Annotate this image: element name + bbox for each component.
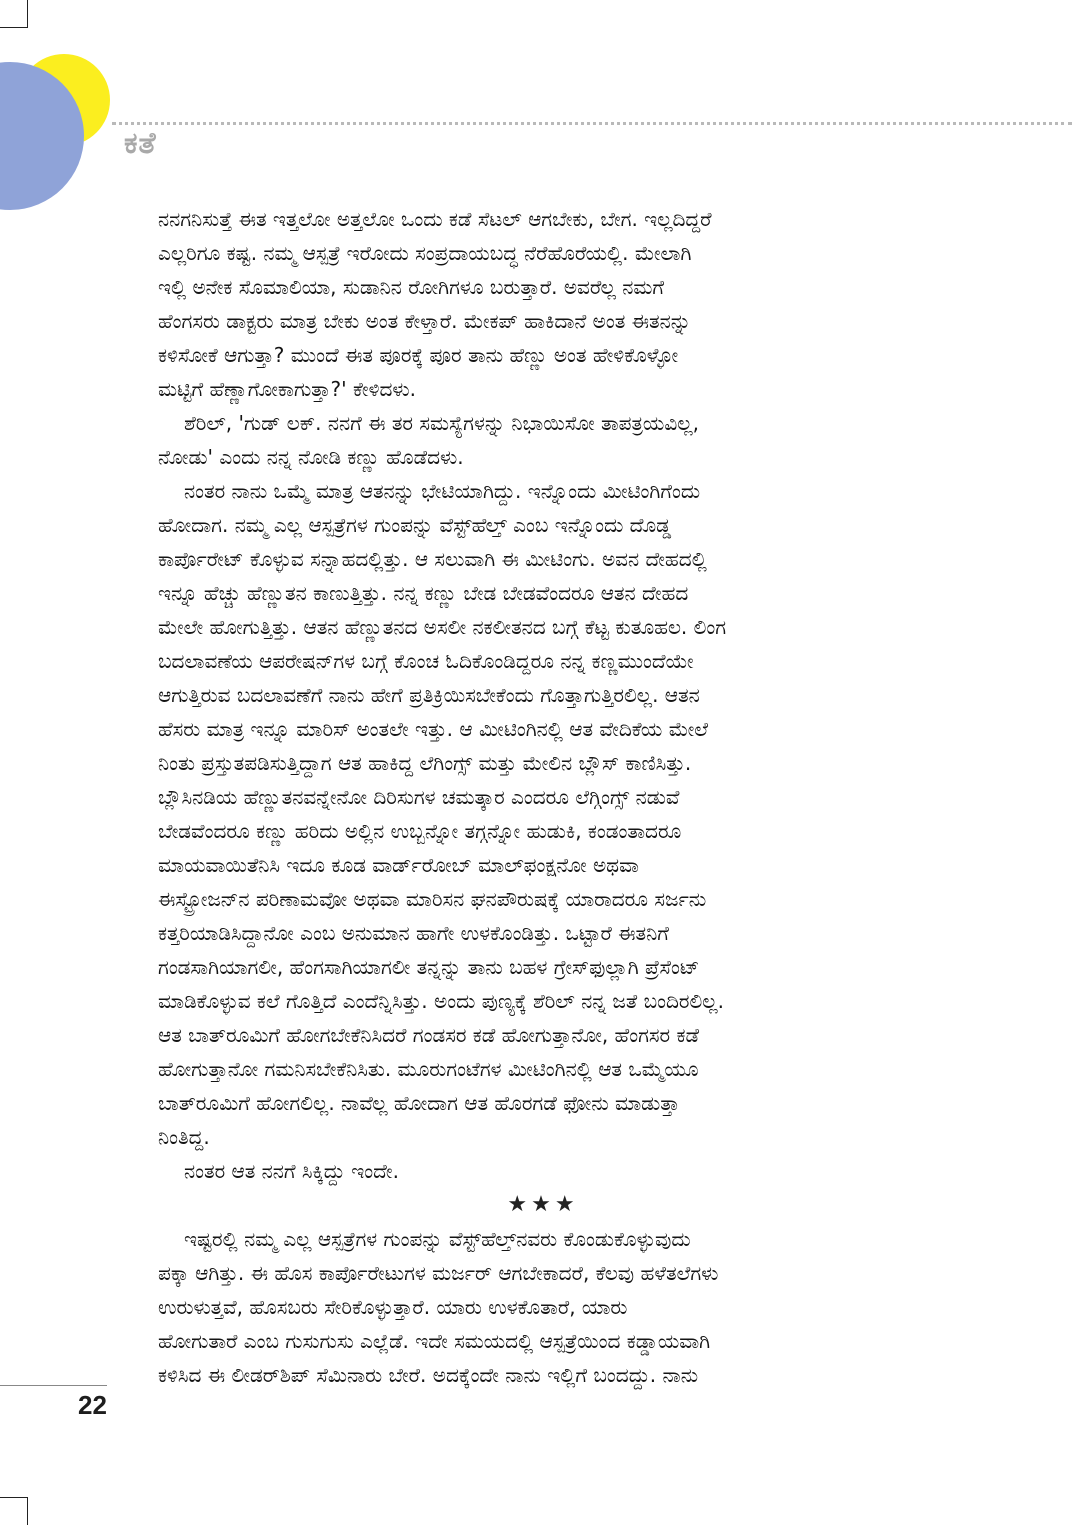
crop-mark-bottom-horizontal [0, 1497, 27, 1498]
page-number: 22 [78, 1390, 107, 1420]
text-line: ಕಳಿಸೋಕೆ ಆಗುತ್ತಾ? ಮುಂದೆ ಈತ ಪೂರಕ್ಕೆ ಪೂರ ತಾನು ಹೆಣ್ಣು ಅಂತ ಹೇಳಿಕೊಳ್ಳೋ [158, 343, 679, 367]
text-line: ಗಂಡಸಾಗಿಯಾಗಲೀ, ಹೆಂಗಸಾಗಿಯಾಗಲೀ ತನ್ನನ್ನು ತಾನು ಬಹಳ ಗ್ರೇಸ್‌ಫುಲ್ಲಾಗಿ ಪ್ರೆಸೆಂಟ್ [158, 955, 700, 979]
text-line: ನಿಂತಿದ್ದ. [158, 1125, 210, 1149]
text-line: ಕಳಿಸಿದ ಈ ಲೀಡರ್‌ಶಿಪ್ ಸೆಮಿನಾರು ಬೇರೆ. ಅದಕ್ಕೆಂದೇ ನಾನು ಇಲ್ಲಿಗೆ ಬಂದದ್ದು. ನಾನು [158, 1363, 699, 1387]
footer-rule [0, 1385, 107, 1386]
text-line: ಬಾತ್‌ರೂಮಿಗೆ ಹೋಗಲಿಲ್ಲ. ನಾವೆಲ್ಲ ಹೋದಾಗ ಆತ ಹೊರಗಡೆ ಫೋನು ಮಾಡುತ್ತಾ [158, 1091, 680, 1115]
text-line: ಇನ್ನೂ ಹೆಚ್ಚು ಹೆಣ್ಣುತನ ಕಾಣುತ್ತಿತ್ತು. ನನ್ನ ಕಣ್ಣು ಬೇಡ ಬೇಡವೆಂದರೂ ಆತನ ದೇಹದ [158, 581, 689, 605]
text-line: ಮಟ್ಟಿಗೆ ಹೆಣ್ಣಾಗೋಕಾಗುತ್ತಾ?' ಕೇಳಿದಳು. [158, 377, 416, 401]
text-line: ಮಾಯವಾಯಿತೆನಿಸಿ ಇದೂ ಕೂಡ ವಾರ್ಡ್‌ರೋಬ್ ಮಾಲ್‌ಫಂಕ್ಷನೋ ಅಥವಾ [158, 853, 639, 877]
text-line: ಕಾರ್ಪೊರೇಟ್ ಕೊಳ್ಳುವ ಸನ್ನಾಹದಲ್ಲಿತ್ತು. ಆ ಸಲುವಾಗಿ ಈ ಮೀಟಿಂಗು. ಅವನ ದೇಹದಲ್ಲಿ [158, 547, 707, 571]
story-text [158, 202, 908, 1392]
text-line: ಹೋದಾಗ. ನಮ್ಮ ಎಲ್ಲ ಆಸ್ಪತ್ರೆಗಳ ಗುಂಪನ್ನು ವೆಸ್ಟ್‌ಹೆಲ್ತ್ ಎಂಬ ಇನ್ನೊಂದು ದೊಡ್ಡ [158, 513, 672, 537]
text-line: ಆಗುತ್ತಿರುವ ಬದಲಾವಣೆಗೆ ನಾನು ಹೇಗೆ ಪ್ರತಿಕ್ರಿಯಿಸಬೇಕೆಂದು ಗೊತ್ತಾಗುತ್ತಿರಲಿಲ್ಲ. ಆತನ [158, 683, 700, 707]
crop-mark-bottom-vertical [27, 1497, 28, 1525]
crop-mark-top-vertical [27, 0, 28, 28]
text-line: ಬೇಡವೆಂದರೂ ಕಣ್ಣು ಹರಿದು ಅಲ್ಲಿನ ಉಬ್ಬನ್ನೋ ತಗ್ಗನ್ನೋ ಹುಡುಕಿ, ಕಂಡಂತಾದರೂ [158, 819, 682, 843]
text-line: ನೋಡು' ಎಂದು ನನ್ನ ನೋಡಿ ಕಣ್ಣು ಹೊಡೆದಳು. [158, 445, 464, 469]
text-line: ಎಲ್ಲರಿಗೂ ಕಷ್ಟ. ನಮ್ಮ ಆಸ್ಪತ್ರೆ ಇರೋದು ಸಂಪ್ರದಾಯಬದ್ಧ ನೆರೆಹೊರೆಯಲ್ಲಿ. ಮೇಲಾಗಿ [158, 241, 692, 265]
header-dotted-rule [112, 122, 1072, 125]
text-line: ಬದಲಾವಣೆಯ ಆಪರೇಷನ್‌ಗಳ ಬಗ್ಗೆ ಕೊಂಚ ಓದಿಕೊಂಡಿದ್ದರೂ ನನ್ನ ಕಣ್ಣಮುಂದೆಯೇ [158, 649, 694, 673]
text-line: ಹೋಗುತ್ತಾನೋ ಗಮನಿಸಬೇಕೆನಿಸಿತು. ಮೂರುಗಂಟೆಗಳ ಮೀಟಿಂಗಿನಲ್ಲಿ ಆತ ಒಮ್ಮೆಯೂ [158, 1057, 699, 1081]
text-line: ಹೆಂಗಸರು ಡಾಕ್ಟರು ಮಾತ್ರ ಬೇಕು ಅಂತ ಕೇಳ್ತಾರೆ. ಮೇಕಪ್ ಹಾಕಿದಾನೆ ಅಂತ ಈತನನ್ನು [158, 309, 691, 333]
text-line: ಕತ್ತರಿಯಾಡಿಸಿದ್ದಾನೋ ಎಂಬ ಅನುಮಾನ ಹಾಗೇ ಉಳಕೊಂಡಿತ್ತು. ಒಟ್ಟಾರೆ ಈತನಿಗೆ [158, 921, 669, 945]
text-line: ಬ್ಲೌಸಿನಡಿಯ ಹೆಣ್ಣುತನವನ್ನೇನೋ ದಿರಿಸುಗಳ ಚಮತ್ಕಾರ ಎಂದರೂ ಲೆಗ್ಗಿಂಗ್ಸ್ ನಡುವೆ [158, 785, 680, 809]
decorative-circles [0, 50, 120, 270]
text-line: ಈಸ್ಟ್ರೋಜನ್‌ನ ಪರಿಣಾಮವೋ ಅಥವಾ ಮಾರಿಸನ ಘನಪೌರುಷಕ್ಕೆ ಯಾರಾದರೂ ಸರ್ಜನು [158, 887, 707, 911]
text-line: ಇಲ್ಲಿ ಅನೇಕ ಸೊಮಾಲಿಯಾ, ಸುಡಾನಿನ ರೋಗಿಗಳೂ ಬರುತ್ತಾರೆ. ಅವರೆಲ್ಲ ನಮಗೆ [158, 275, 665, 299]
section-title: ಕತೆ [124, 126, 157, 161]
text-line: ಹೋಗುತಾರೆ ಎಂಬ ಗುಸುಗುಸು ಎಲ್ಲೆಡೆ. ಇದೇ ಸಮಯದಲ್ಲಿ ಆಸ್ಪತ್ರೆಯಿಂದ ಕಡ್ಡಾಯವಾಗಿ [158, 1329, 711, 1353]
text-line: ಉರುಳುತ್ತವೆ, ಹೊಸಬರು ಸೇರಿಕೊಳ್ಳುತ್ತಾರೆ. ಯಾರು ಉಳಕೊತಾರೆ, ಯಾರು [158, 1295, 628, 1319]
text-line: ನಂತರ ನಾನು ಒಮ್ಮೆ ಮಾತ್ರ ಆತನನ್ನು ಭೇಟಿಯಾಗಿದ್ದು. ಇನ್ನೊಂದು ಮೀಟಿಂಗಿಗೆಂದು [184, 479, 701, 503]
text-line: ಮಾಡಿಕೊಳ್ಳುವ ಕಲೆ ಗೊತ್ತಿದೆ ಎಂದೆನ್ನಿಸಿತ್ತು. ಅಂದು ಪುಣ್ಯಕ್ಕೆ ಶೆರಿಲ್ ನನ್ನ ಜತೆ ಬಂದಿರಲಿಲ್ಲ. [158, 989, 724, 1013]
text-line: ನಿಂತು ಪ್ರಸ್ತುತಪಡಿಸುತ್ತಿದ್ದಾಗ ಆತ ಹಾಕಿದ್ದ ಲೆಗಿಂಗ್ಸ್ ಮತ್ತು ಮೇಲಿನ ಬ್ಲೌಸ್ ಕಾಣಿಸಿತ್ತು. [158, 751, 692, 775]
text-line: ಪಕ್ಕಾ ಆಗಿತ್ತು. ಈ ಹೊಸ ಕಾರ್ಪೊರೇಟುಗಳ ಮರ್ಜರ್ ಆಗಬೇಕಾದರೆ, ಕೆಲವು ಹಳೆತಲೆಗಳು [158, 1261, 719, 1285]
crop-mark-top-horizontal [0, 27, 27, 28]
section-separator: ★★★ [507, 1192, 579, 1217]
text-line: ಮೇಲೇ ಹೋಗುತ್ತಿತ್ತು. ಆತನ ಹೆಣ್ಣುತನದ ಅಸಲೀ ನಕಲೀತನದ ಬಗ್ಗೆ ಕೆಟ್ಟ ಕುತೂಹಲ. ಲಿಂಗ [158, 615, 727, 639]
text-line: ಹೆಸರು ಮಾತ್ರ ಇನ್ನೂ ಮಾರಿಸ್ ಅಂತಲೇ ಇತ್ತು. ಆ ಮೀಟಿಂಗಿನಲ್ಲಿ ಆತ ವೇದಿಕೆಯ ಮೇಲೆ [158, 717, 709, 741]
text-line: ಇಷ್ಟರಲ್ಲಿ ನಮ್ಮ ಎಲ್ಲ ಆಸ್ಪತ್ರೆಗಳ ಗುಂಪನ್ನು ವೆಸ್ಟ್‌ಹೆಲ್ತ್‌ನವರು ಕೊಂಡುಕೊಳ್ಳುವುದು [184, 1227, 691, 1251]
text-line: ನಂತರ ಆತ ನನಗೆ ಸಿಕ್ಕಿದ್ದು ಇಂದೇ. [184, 1159, 399, 1183]
text-line: ಆತ ಬಾತ್‌ರೂಮಿಗೆ ಹೋಗಬೇಕೆನಿಸಿದರೆ ಗಂಡಸರ ಕಡೆ ಹೋಗುತ್ತಾನೋ, ಹೆಂಗಸರ ಕಡೆ [158, 1023, 699, 1047]
text-line: ಶೆರಿಲ್, 'ಗುಡ್ ಲಕ್. ನನಗೆ ಈ ತರ ಸಮಸ್ಯೆಗಳನ್ನು ನಿಭಾಯಿಸೋ ತಾಪತ್ರಯವಿಲ್ಲ, [184, 411, 699, 435]
text-line: ನನಗನಿಸುತ್ತೆ ಈತ ಇತ್ತಲೋ ಅತ್ತಲೋ ಒಂದು ಕಡೆ ಸೆಟಲ್ ಆಗಬೇಕು, ಬೇಗ. ಇಲ್ಲದಿದ್ದರೆ [158, 207, 712, 231]
